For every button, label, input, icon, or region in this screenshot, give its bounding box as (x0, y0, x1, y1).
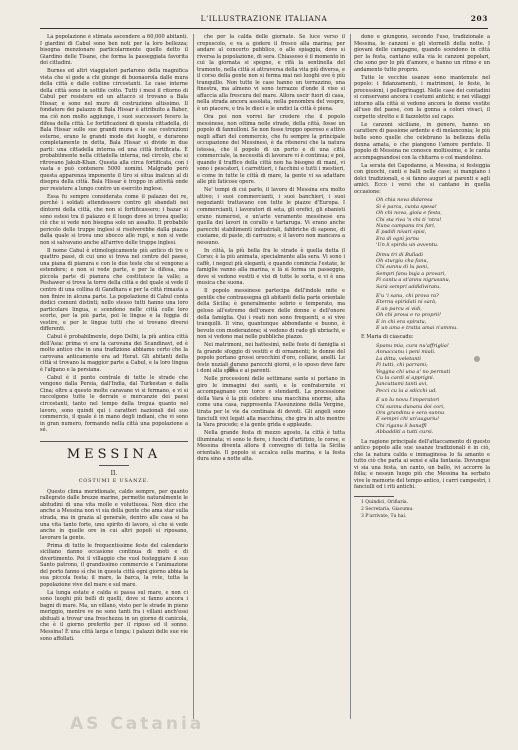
footnote: 1 Quindici, Orifiaria. (361, 500, 409, 506)
paragraph: Il popolo messinese partecipa dell'indole mite e gentile che contrassegna gli abitanti della parte orientale della Sicilia; è generalmente sobrio e temperato, ma geloso all'estremo dell'onore delle donne e dell'onore della famiglia. Qui i reati non sono frequenti, e si vive tranquilli. Il vino, quantunque abbondante e buono, è bevuto con moderazione; si vedono di rado gli ubriachi, e non si vedono mai nelle pubbliche piazze. (197, 288, 345, 341)
verse-line: Oh chia nova didaresa (376, 197, 433, 204)
verse-line: Juncuttami tanti avi, (376, 381, 428, 388)
page-header (40, 14, 488, 28)
verse-line: E un parcu si vidi, (376, 305, 423, 312)
text-column-middle (197, 34, 345, 719)
ink-stain (228, 366, 234, 372)
verse-block (376, 397, 490, 435)
paragraph: Nelle processioni delle settimane sante si portano in giro le immagini dei santi, e le confraternite vi accompagnano con torce e stendardi. La processione della Vara è la più celebre: una macchina enorme, alta come una casa, rappresenta l'Assunzione della Vergine, tirata per le vie da centinaia di devoti. Gli angeli sono fanciulli vivi legati alla macchina, che gira in alto mentre la Vara procede; e la gente grida e applaude. (197, 376, 345, 429)
verse-line: Oh sturgiu cha fanu, (376, 257, 429, 264)
verse-line: E'u 'i sanu, chi prova ra? (376, 292, 439, 299)
verse-block (376, 252, 490, 290)
verse-line: Annaccanu i peni miali. (376, 349, 436, 356)
verse-line: Chi sta riva 'n chi ti 'ntra! (376, 216, 442, 223)
verse-line: Abbadditi a tutti cursi. (376, 429, 434, 436)
footnote-rule (354, 496, 394, 497)
paragraph: La lunga estate e calda si passa sul mare, e non ci sono luoghi più belli di quelli, dove si fanno ancora i bagni di mare. Ma, un villano, visto per le strade in pieno meriggio, mentre ve ne sono tanti fra i villani anch'essi abituati a trovar una freschezza in un giorno di canicola, che è il giorno preferito per il riposo ed il sonno. Messina! È una città larga e lunga; i palazzi delle sue vie sono affollati. (40, 589, 188, 642)
paragraph: Cabul è probabilmente, dopo Delhi, la più antica città dell'Asia: prima vi era la carovana dei Scandinavi, ed è molto antico che in una tradizione abbiamo certo che la carovana anticamente era ad Herat. Gli abitanti della città si trovano la maggior parte a Cabul, e la loro lingua è l'afgano e la persiana. (40, 334, 188, 373)
verse-line: La ditta, veletanti (376, 355, 422, 362)
paragraph: Ne' tempi di cui parlo, il lavoro di Messina era molto attivo; i suoi commercianti, i suoi banchieri, i suoi negozianti trattavano con tutte le piazze d'Europa. I commercianti, i lavoratori di seta, gli orefici, gli ebanisti erano numerosi, e un'arte veramente messinese era quella dei lavori in corallo e tartaruga. Vi erano anche parecchi stabilimenti industriali, fabbriche di sapone, di cuoiame, di paste, di carrozze; e il lavoro non mancava a nessuno. (197, 187, 345, 246)
footnote: 3 P'arrivate, Tu hai. (361, 514, 407, 520)
verse-line: Si è parca, cunta spesa! (376, 203, 437, 210)
verse-line: Chi sunnu di lu pani, (376, 264, 429, 271)
section-number: II. (110, 469, 118, 477)
paragraph: Cabul è il punto centrale di tutte le strade che vengono dalla Persia, dall'India, dal Turkestan e dalla Cina; oltre a questo molte caravane vi si fermano, e vi si raccolgono tutte le derrate e mercanzie dei paesi circostanti, tanto nel tempo della tregua quanto nel lavoro, sono quindi qui i caratteri nazionali del suo commercio, il quale è in mano degli indiani, che vi sono in gran numero, formando nella città una popolazione a sé. (40, 374, 188, 434)
column-divider (193, 34, 194, 719)
paragraph: Essa fu sempre considerata come il palazzo dei re, perché i soldati attendessero contro gli sbandati nei dintorni della città, che non si fortificassero; i bazar si sono estesi tra il palazzo e il luogo dove si trova quello; ciò che si vede non bisogna solo un assalto. Il probabile pericolo delle truppe inglesi si risolverebbe dalla piazza dalla quale si trova uno sbocco alle rupi, e non si vede non si salvavano anche all'arrivo delle truppe inglesi. (40, 193, 188, 246)
article-divider (40, 441, 188, 442)
page-number: 203 (470, 14, 488, 23)
paragraph: Il nome Cabul è etimologicamente più antico di tre o quattro passi, di cui uno si trova nel centro del paese, una piana di pianura e con le due teste che si vengono a estendere; e non si vede parte, e per la difesa, una piccola parte di pianura che costituisce la valle; a Peshawer si trova la torre della città e del quale si vede il centro di una collina di Gandhara e per la città rimasta a non finire in alcuna parte. La popolazione di Cabul conta dodici comuni distinti; nello stesso tutti hanno una loro particolare lingua, e scendono nelle città colle loro scorte, per la più parte, poi le lingue e la foggia di vestire, e per le lingue tutti che si trovano diversi differenti. (40, 247, 188, 333)
footnote: 2 Secretaria, Giacumu. (361, 507, 414, 513)
text-column-left (40, 34, 188, 719)
column-divider (350, 34, 351, 719)
paragraph: Nella grande festa di mezzo agosto, la città è tutta illuminata; vi sono le fiere, i fuochi d'artifizio, le corse, e Messina diventa allora il convegno di tutta la Sicilia orientale. Il popolo si accalca sulla marina, e la festa dura sino a notte alta. (197, 430, 345, 463)
verse-line: Spanu mia, cura nu'affriglia! (376, 342, 449, 349)
verse-line: Pi cantu a st'annu nigrusanu, (376, 277, 451, 284)
section-subtitle: COSTUMI E USANZE. (78, 477, 150, 484)
verse-line: Pecci cu iu a sdicchi ud. (376, 387, 437, 394)
verse-line: Eternu spiridati ni sarà, (376, 299, 437, 306)
paragraph: La serata dei Capodanno, a Messina, si festeggia con giuochi, canti e balli nelle case; si mangiano i dolci tradizionali, e si fanno auguri ai parenti e agli amici. Ecco i versi che si cantano in quella occasione: (354, 162, 490, 195)
verse-line: Pi tutti, chi parrami; (376, 362, 428, 369)
paragraph: La popolazione è stimata ascendere a 60,000 abitanti. I giardini di Cabul sono ben noti per la loro bellezza; bisogna menzionare particolarmente quello detto il Giardino delle Tisane, che forma la passeggiata favorita dei cittadini. (40, 34, 188, 67)
paragraph: Tutte le vecchie usanze sono mantenute nel popolo: i fidanzamenti, i matrimoni, le feste, le processioni, i pellegrinaggi. Nelle case dei contadini si conservano ancora i costumi antichi; e nei villaggi intorno alla città si vedono ancora le donne vestite all'uso del paese, con la gonna a colori vivaci, il corpetto stretto e il fazzoletto sul capo. (354, 74, 490, 120)
verse-line: Oh chi nova, gioia e festa, (376, 210, 442, 217)
verse-line: E un ama e tratta amai n'ammu. (376, 325, 458, 332)
ink-stain (474, 356, 480, 362)
paragraph: Ora poi non vorrei far credere che il popolo messinese, non ottima nelle strade, della città, fosse un popolo di fannulloni. Se non fosse troppo operoso e attivo negli affari del commercio, che fu sempre la principale occupazione dei Messinesi, è da ritenersi che la natura istessa, che il popolo di un porto e di una città commerciale, la necessità di lavorare vi è continua; e poi, quando il traffico della città non ha bisogno di mani, vi sono i pescatori, i carrettieri, i facchini e tutti i mestieri, e come in tutte le città di mare, la gente vi sa adattare alle più faticose opere. (197, 113, 345, 186)
paragraph: Burnes ed altri viaggiatori parlarono della magnifica vista che si gode a chi giunge di buonaorola dalle mura della città e dalle colline circostanti. Le case interne della città sono in sottile cotto. Tutti i mesi il ritorno di Cabul per resistere ed un attacco si trovano a Bala Hissar, e sono nel muro di costruzione altissimo. Il fondatore dei palazzo di Bala Hissar è attribuito a Baber, ma ciò non molto aggiunge, i suoi successori fecero la difesa della città. Le fortificazioni di questa cittadella, di Bala Hissar sulle sue grandi mura e le sue costruzioni esterne, erano le grandi mode dei luoghi, e durarono completamente in detta, Bala Hissar si divide in due parti: una cittadella interna ed una città fortificata. È probabilmente nella cittadella interna, nel circolo, che si ritrovano Jakub-Khan. Questa alla circa fortificata, con i vasta e può contenere 5000 uomini. Malgrado però questa apparenza imponente il tiro si situa inalcun al di disopra della città. Bala Hissar è troppo in attività onde per resistere a lungo contro un esercito inglese. (40, 68, 188, 192)
archive-watermark: AS Catania (70, 714, 205, 734)
paragraph: Questo clima meridionale, caldo sempre, per quanto rallegrato dalle brezze marine, permette naturalmente le abitudini di una vita molle e voluttuosa. Non dico che anche a Messina non vi sia della gente che ama star sulla strada, ma in grazia al generale, dentro alle casa si ha una vita tanto forte, uno spirito di lavoro, sì che si vede anche in quelle ore in cui altri popoli si riposano, lavorare la gente. (40, 488, 188, 541)
paragraph: Prima di tutto le frequentissime feste del calendario siciliano danno occasione continua di moti e di divertimento. Poi il villaggio che vuol festeggiare il suo Santo patrono, il grandissimo commercio e l'animazione del porto fanno sì che in questa città ogni giorno abbia la sua piccola festa; il mare, la barca, la rete, tutta la popolazione vive del mare e sul mare. (40, 542, 188, 588)
verse-line: Nuna campanu tra fari, (376, 222, 436, 229)
verse-line: Veggna chi una a' no permati (376, 368, 451, 375)
verse-line: E paddi nivari spisi, (376, 229, 427, 236)
verse-line: E un lu novu l'imperatori (376, 397, 440, 404)
paragraph: che per la calda delle giornate. Se luce verso il crepuscolo, e va a godere il fresco alla marina; per andare al concerto pubblico, o alle spiaggia, dove si riversa la popolazione, di sera. Chiassoso è il momento in cui la giornata si spegne, e rifà la sentinella del tramonto, nella città si attraversa della vita più diversa, e il corso della gente non si ferma mai nei luoghi ove è più tranquillo. Non tutte le case hanno un terrazzino, una finestra, ma almeno vi sono terrazze d'onde il viso si affaccia alla frescura del mare. Allora uscir fuori di casa, nella strada ancora assolata, nella penombra del vespro, è un piacere, e tra le dieci e le undici la città è piena. (197, 34, 345, 113)
title-rule (99, 465, 129, 466)
verse-line: Ora grandinu e sera sunnu (376, 410, 445, 417)
paragraph: Nei matrimoni, nei battesimi, nelle feste di famiglia si fa grande sfoggio di vestiti e di ornamenti; le donne del popolo portano grossi orecchini d'oro, collane, anelli. Le feste nuziali durano parecchi giorni, e lo sposo deve fare i doni alla sposa e ai parenti. (197, 342, 345, 375)
verse-line: 'Un li spirdu un avventu. (376, 242, 439, 249)
paragraph: dono e giungono, secondo l'uso, tradizionale a Messina, le canzoni e gli stornelli della notte. I giovani delle campagne, quando scendono in città per la festa, cantano sulla via le canzoni popolari, che sono per lo più d'amore, e hanno un ritmo e un andamento tutto proprio. (354, 34, 490, 73)
verse-line: Sarà sempri addidiviratu. (376, 283, 441, 290)
verse-line: Era di ogni jornu (376, 235, 420, 242)
header-rule (40, 28, 488, 29)
verse-block (376, 293, 490, 331)
verse-line: Chi riganu li banaffi (376, 422, 427, 429)
verse-line: E in chi era spiratu, (376, 318, 427, 325)
verse-block (376, 343, 490, 394)
verse-line: Chi sunnu dunanu doi cori, (376, 403, 445, 410)
paragraph: Le canzoni siciliane, in genere, hanno un carattere di passione ardente e di melanconia; le più belle sono quelle che celebrano la bellezza della donna amata, o che piangono l'amore perduto. Il popolo di Messina ne conosce moltissime, e le canta accompagnandosi con la chitarra o col mandolino. (354, 121, 490, 161)
section-title: MESSINA (66, 446, 162, 462)
verse-line: Cu lu cardi si apprigni. (376, 375, 435, 381)
verse-line: Dimu tri di Bulladi (376, 251, 424, 258)
verse-line: Oh chi prova e ra proprii! (376, 312, 442, 319)
paragraph: In città, la più bella fra le strade è quella detta il Corso; è la più animata, specialmente alla sera. Vi sono i caffè, i negozi più eleganti, e quando comincia l'estate, le famiglie vanno alla marina, e là si forma un passeggio, dove si vedono vestiti e visi di tutte le sorta, e vi è una musica che suona. (197, 247, 345, 287)
running-title: L'ILLUSTRAZIONE ITALIANA (200, 14, 328, 23)
verse-block (376, 197, 490, 248)
paragraph: La ragione principale dell'attaccamento di questo antico popolo alle sue usanze tradizionali è in ciò, che la natura calda e immaginosa lo fa amante e tutto ciò che parla ai sensi e alla fantasia. Dovunque vi sia una festa, un canto, un ballo, ivi accorre la folla; e nessun luogo più che Messina ha serbato vive le memorie del tempo antico, i carri campestri, i fanciulli ed i riti antichi. (354, 438, 490, 491)
paragraph: E Maria di ciascadu: (361, 334, 414, 341)
text-column-right (354, 34, 490, 719)
verse-line: E sempri chi un'auguriu! (376, 416, 440, 423)
verse-line: Sempri fanu buja a provari, (376, 270, 446, 277)
